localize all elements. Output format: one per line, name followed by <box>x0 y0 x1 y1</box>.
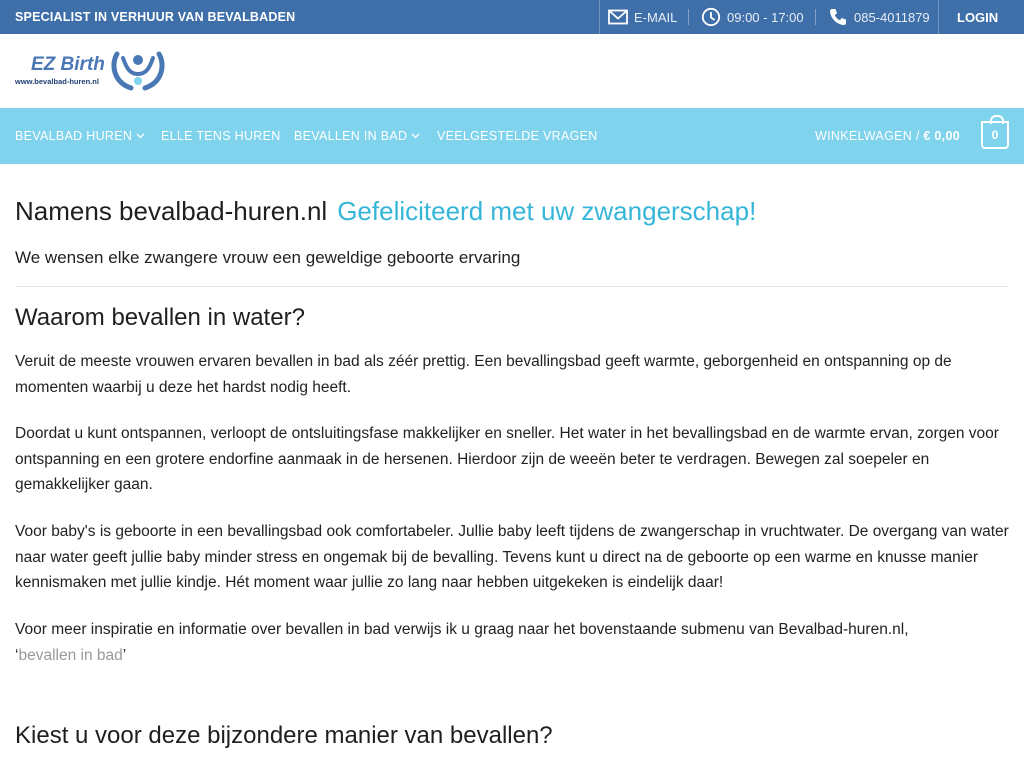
top-bar <box>0 0 1024 34</box>
chevron-down-icon <box>411 133 420 139</box>
nav-item-label: BEVALBAD HUREN <box>15 129 133 143</box>
login-link[interactable]: LOGIN <box>957 10 999 25</box>
phone-number: 085-4011879 <box>854 9 930 25</box>
phone-link[interactable] <box>828 0 930 34</box>
page-subtitle: We wensen elke zwangere vrouw een geweldige geboorte ervaring <box>15 248 521 267</box>
paragraph-3: Voor baby's is geboorte in een bevallingsbad ook comfortabeler. Jullie baby leeft tijdens de zwangerschap in vruchtwater. De overgang van water naar water geeft jullie baby minder stress en ongemak bij de bevalling. Tevens kunt u direct na de geboorte op een warme en knusse manier kennismaken met jullie kindje. Hét moment waar jullie zo lang naar hebben uitgekeken is eindelijk daar! <box>15 523 1009 591</box>
email-link[interactable] <box>608 0 677 34</box>
nav-item-elle-tens-huren[interactable] <box>161 129 281 143</box>
paragraph-1: Veruit de meeste vrouwen ervaren bevallen in bad als zéér prettig. Een bevallingsbad geeft warmte, geborgenheid en ontspanning op de momenten waarbij u deze het hardst nodig heeft. <box>15 353 952 396</box>
quote-close: ’ <box>122 646 127 664</box>
cart-link[interactable] <box>815 129 960 143</box>
cart-bag-icon[interactable] <box>981 121 1009 149</box>
header <box>0 34 1024 108</box>
chevron-down-icon <box>136 133 145 139</box>
section-heading-kiest: Kiest u voor deze bijzondere manier van bevallen? <box>15 722 553 749</box>
page-title-main: Namens bevalbad-huren.nl <box>15 196 328 226</box>
logo-url: www.bevalbad-huren.nl <box>15 77 99 86</box>
page-title-accent: Gefeliciteerd met uw zwangerschap! <box>337 196 757 226</box>
email-label: E-MAIL <box>634 9 678 25</box>
main-nav <box>0 108 1024 164</box>
nav-item-label: VEELGESTELDE VRAGEN <box>437 129 598 143</box>
nav-item-label: BEVALLEN IN BAD <box>294 129 408 143</box>
logo-mark-icon <box>107 48 169 94</box>
nav-item-label: ELLE TENS HUREN <box>161 129 281 143</box>
divider <box>15 286 1009 287</box>
phone-icon <box>828 7 848 27</box>
paragraph-4 <box>15 617 1009 668</box>
nav-item-bevalbad-huren[interactable] <box>15 129 145 143</box>
quote-open: ‘ <box>15 646 19 664</box>
nav-item-bevallen-in-bad[interactable] <box>294 129 420 143</box>
logo-brand: EZ Birth <box>31 54 105 75</box>
top-bar-tagline: SPECIALIST IN VERHUUR VAN BEVALBADEN <box>15 10 296 24</box>
top-bar-separator <box>688 9 689 25</box>
envelope-icon <box>608 9 628 25</box>
hours-text: 09:00 - 17:00 <box>727 9 804 25</box>
cart-label: WINKELWAGEN <box>815 129 913 143</box>
section-heading-waarom: Waarom bevallen in water? <box>15 304 305 331</box>
paragraph-4-text: Voor meer inspiratie en informatie over bevallen in bad verwijs ik u graag naar het bovenstaande submenu van Bevalbad-huren.nl, <box>15 621 909 638</box>
clock-icon <box>701 7 721 27</box>
top-bar-separator <box>815 9 816 25</box>
opening-hours <box>701 0 804 34</box>
cart-count: 0 <box>991 128 999 142</box>
cart-separator: / <box>915 129 920 143</box>
site-logo[interactable] <box>15 48 170 94</box>
top-bar-divider <box>599 0 600 34</box>
bevallen-in-bad-link[interactable]: bevallen in bad <box>18 646 123 664</box>
top-bar-divider <box>938 0 939 34</box>
nav-item-veelgestelde-vragen[interactable] <box>437 129 598 143</box>
page-title <box>15 196 756 227</box>
paragraph-2: Doordat u kunt ontspannen, verloopt de ontsluitingsfase makkelijker en sneller. Het water in het bevallingsbad en de warmte ervan, zorgen voor ontspanning en een grotere endorfine aanmaak in de hersenen. Hierdoor zijn de weeën beter te verdragen. Bewegen zal soepeler en gemakkelijker gaan. <box>15 425 999 493</box>
cart-total: € 0,00 <box>923 129 960 143</box>
